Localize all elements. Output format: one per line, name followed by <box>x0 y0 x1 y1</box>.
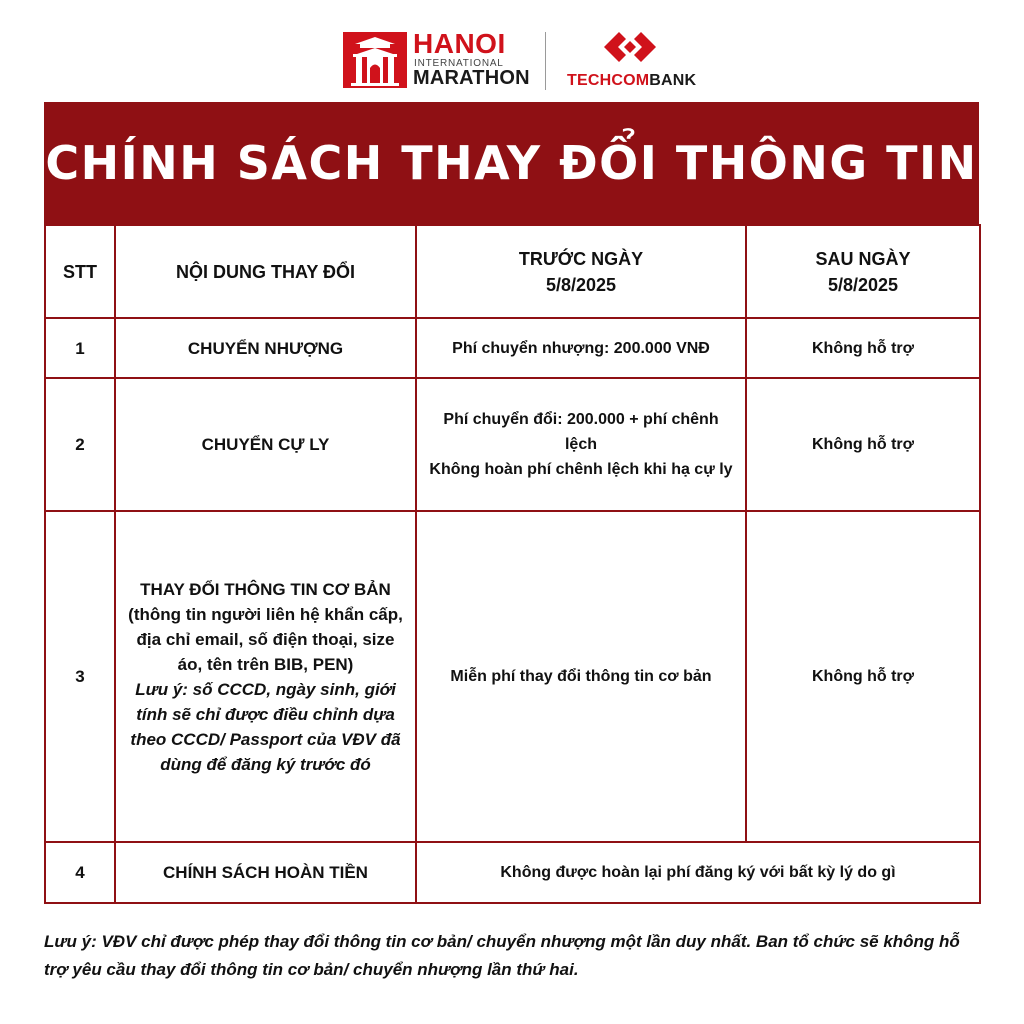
row-content <box>115 511 416 842</box>
row-after: Không hỗ trợ <box>746 511 980 842</box>
row-after: Không hỗ trợ <box>746 378 980 511</box>
techcombank-text-techcom: TECHCOM <box>567 72 650 89</box>
header-before-date-value: 5/8/2025 <box>545 274 617 295</box>
row-content: CHÍNH SÁCH HOÀN TIỀN <box>115 842 416 903</box>
hanoi-marathon-wordmark <box>413 28 530 89</box>
header-before-label: TRƯỚC NGÀY <box>518 248 644 269</box>
row-stt: 2 <box>45 378 115 511</box>
row-content-title: THAY ĐỔI THÔNG TIN CƠ BẢN <box>140 579 391 599</box>
diamond-ribbon-icon <box>602 30 658 64</box>
header-after-date <box>746 225 980 318</box>
header-before-date <box>416 225 746 318</box>
footer-note: Lưu ý: VĐV chỉ được phép thay đổi thông tin cơ bản/ chuyển nhượng một lần duy nhất. Ban tổ chức sẽ không hỗ trợ yêu cầu thay đổi thông tin cơ bản/ chuyển nhượng lần thứ hai. <box>44 932 960 979</box>
row-stt: 4 <box>45 842 115 903</box>
row-content-detail: (thông tin người liên hệ khẩn cấp, địa chỉ email, số điện thoại, size áo, tên trên BIB, PEN) <box>128 604 403 674</box>
row-merged: Không được hoàn lại phí đăng ký với bất kỳ lý do gì <box>416 842 980 903</box>
logo-bar <box>0 28 1024 92</box>
title-band <box>44 102 979 224</box>
page-title: CHÍNH SÁCH THAY ĐỔI THÔNG TIN <box>45 136 978 190</box>
hanoi-marathon-logo <box>343 28 530 89</box>
row-stt: 3 <box>45 511 115 842</box>
logo-divider <box>545 32 546 90</box>
row-before-line: Phí chuyển đổi: 200.000 + phí chênh lệch <box>443 411 719 453</box>
row-before-line: Không hoàn phí chênh lệch khi hạ cự ly <box>429 461 733 478</box>
logo-marathon-text: MARATHON <box>413 67 530 89</box>
row-before <box>416 378 746 511</box>
row-before: Miễn phí thay đổi thông tin cơ bản <box>416 511 746 842</box>
row-content-note: Lưu ý: số CCCD, ngày sinh, giới tính sẽ chỉ được điều chỉnh dựa theo CCCD/ Passport của VĐV đã dùng để đăng ký trước đó <box>130 679 401 774</box>
temple-gate-icon <box>343 32 407 88</box>
header-stt: STT <box>45 225 115 318</box>
techcombank-wordmark <box>567 72 696 90</box>
header-after-label: SAU NGÀY <box>815 248 911 269</box>
row-content: CHUYỂN CỰ LY <box>115 378 416 511</box>
row-before: Phí chuyển nhượng: 200.000 VNĐ <box>416 318 746 378</box>
policy-table <box>44 224 981 904</box>
table-row <box>45 842 980 903</box>
logo-hanoi-text: HANOI <box>413 28 506 59</box>
logo-international-text: INTERNATIONAL <box>414 58 504 69</box>
techcombank-logo <box>560 30 700 92</box>
table-row <box>45 511 980 842</box>
table-row <box>45 318 980 378</box>
table-header-row <box>45 225 980 318</box>
row-stt: 1 <box>45 318 115 378</box>
header-after-date-value: 5/8/2025 <box>827 274 899 295</box>
row-after: Không hỗ trợ <box>746 318 980 378</box>
table-row <box>45 378 980 511</box>
row-content: CHUYỂN NHƯỢNG <box>115 318 416 378</box>
techcombank-text-bank: BANK <box>649 72 697 89</box>
header-content: NỘI DUNG THAY ĐỔI <box>115 225 416 318</box>
